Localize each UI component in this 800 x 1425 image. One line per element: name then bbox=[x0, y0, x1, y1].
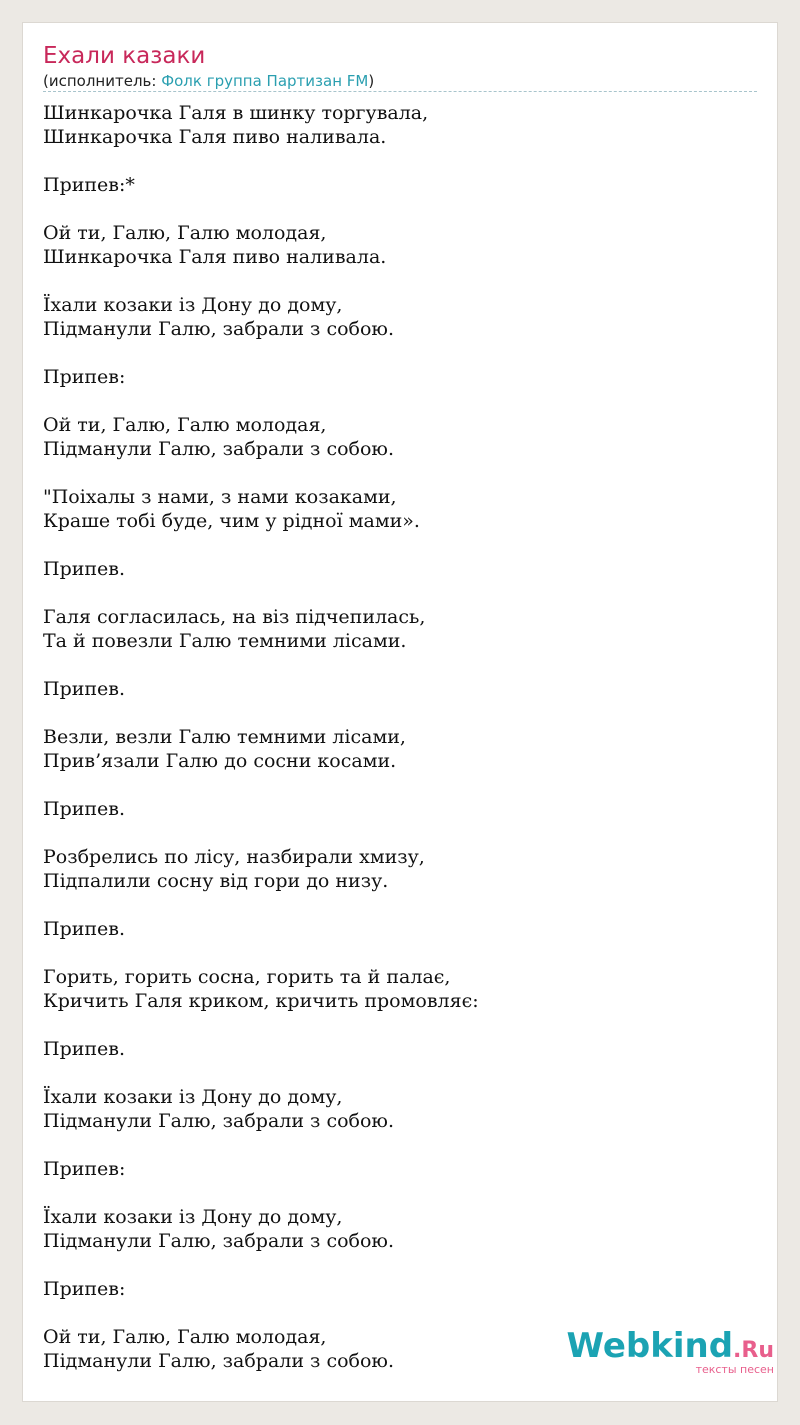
lyric-line: Горить, горить сосна, горить та й палає, bbox=[43, 966, 451, 988]
lyric-line: Їхали козаки із Дону до дому, bbox=[43, 294, 343, 316]
lyric-line: Ой ти, Галю, Галю молодая, bbox=[43, 414, 327, 436]
artist-line bbox=[43, 71, 374, 91]
lyric-blank-line bbox=[43, 581, 757, 605]
lyric-line: Везли, везли Галю темними лісами, bbox=[43, 726, 406, 748]
lyric-line: Шинкарочка Галя в шинку торгувала, bbox=[43, 102, 429, 124]
lyric-line: Їхали козаки із Дону до дому, bbox=[43, 1206, 343, 1228]
lyric-line: Припев. bbox=[43, 1038, 126, 1060]
lyric-blank-line bbox=[43, 461, 757, 485]
lyric-line: Припев. bbox=[43, 798, 126, 820]
song-title: Ехали казаки bbox=[43, 43, 206, 69]
logo-main-text: Webkind bbox=[566, 1326, 734, 1366]
lyric-line: Краше тобі буде, чим у рідної мами». bbox=[43, 510, 420, 532]
lyric-line: Припев. bbox=[43, 918, 126, 940]
lyrics-text bbox=[43, 101, 757, 1373]
lyric-line: Прив’язали Галю до сосни косами. bbox=[43, 750, 397, 772]
artist-prefix: (исполнитель: bbox=[43, 72, 162, 90]
lyric-line: Підманули Галю, забрали з собою. bbox=[43, 1110, 394, 1132]
lyric-blank-line bbox=[43, 389, 757, 413]
lyric-blank-line bbox=[43, 941, 757, 965]
lyric-line: Припев. bbox=[43, 678, 126, 700]
lyric-blank-line bbox=[43, 1181, 757, 1205]
lyric-blank-line bbox=[43, 1253, 757, 1277]
lyric-blank-line bbox=[43, 1013, 757, 1037]
lyric-line: Галя согласилась, на віз підчепилась, bbox=[43, 606, 426, 628]
artist-suffix: ) bbox=[368, 72, 375, 90]
lyric-line: Підманули Галю, забрали з собою. bbox=[43, 438, 394, 460]
lyric-line: Припев: bbox=[43, 1158, 126, 1180]
lyric-line: Підманули Галю, забрали з собою. bbox=[43, 318, 394, 340]
lyric-blank-line bbox=[43, 1301, 757, 1325]
lyric-blank-line bbox=[43, 701, 757, 725]
lyric-line: Підпалили сосну від гори до низу. bbox=[43, 870, 389, 892]
logo-tagline: тексты песен bbox=[695, 1363, 774, 1376]
site-logo[interactable] bbox=[566, 1326, 774, 1376]
lyric-line: Ой ти, Галю, Галю молодая, bbox=[43, 1326, 327, 1348]
lyric-line: Шинкарочка Галя пиво наливала. bbox=[43, 126, 387, 148]
lyric-blank-line bbox=[43, 1061, 757, 1085]
lyric-line: Кричить Галя криком, кричить промовляє: bbox=[43, 990, 479, 1012]
lyric-blank-line bbox=[43, 149, 757, 173]
lyric-line: Їхали козаки із Дону до дому, bbox=[43, 1086, 343, 1108]
lyric-blank-line bbox=[43, 197, 757, 221]
lyric-line: Ой ти, Галю, Галю молодая, bbox=[43, 222, 327, 244]
lyric-blank-line bbox=[43, 1133, 757, 1157]
lyric-line: Припев. bbox=[43, 558, 126, 580]
lyric-line: Припев:* bbox=[43, 174, 135, 196]
lyric-blank-line bbox=[43, 341, 757, 365]
lyric-blank-line bbox=[43, 821, 757, 845]
lyric-line: Підманули Галю, забрали з собою. bbox=[43, 1230, 394, 1252]
lyric-blank-line bbox=[43, 893, 757, 917]
lyric-blank-line bbox=[43, 269, 757, 293]
lyric-line: Та й повезли Галю темними лісами. bbox=[43, 630, 407, 652]
logo-tld-text: .Ru bbox=[733, 1338, 774, 1363]
lyric-blank-line bbox=[43, 533, 757, 557]
lyric-line: "Поіхалы з нами, з нами козаками, bbox=[43, 486, 397, 508]
lyrics-card bbox=[22, 22, 778, 1402]
lyric-line: Розбрелись по лісу, назбирали хмизу, bbox=[43, 846, 425, 868]
lyric-line: Шинкарочка Галя пиво наливала. bbox=[43, 246, 387, 268]
lyric-blank-line bbox=[43, 773, 757, 797]
lyric-blank-line bbox=[43, 653, 757, 677]
artist-link[interactable]: Фолк группа Партизан FM bbox=[161, 72, 369, 90]
lyric-line: Припев: bbox=[43, 366, 126, 388]
title-divider bbox=[43, 91, 757, 92]
lyric-line: Припев: bbox=[43, 1278, 126, 1300]
lyric-line: Підманули Галю, забрали з собою. bbox=[43, 1350, 394, 1372]
